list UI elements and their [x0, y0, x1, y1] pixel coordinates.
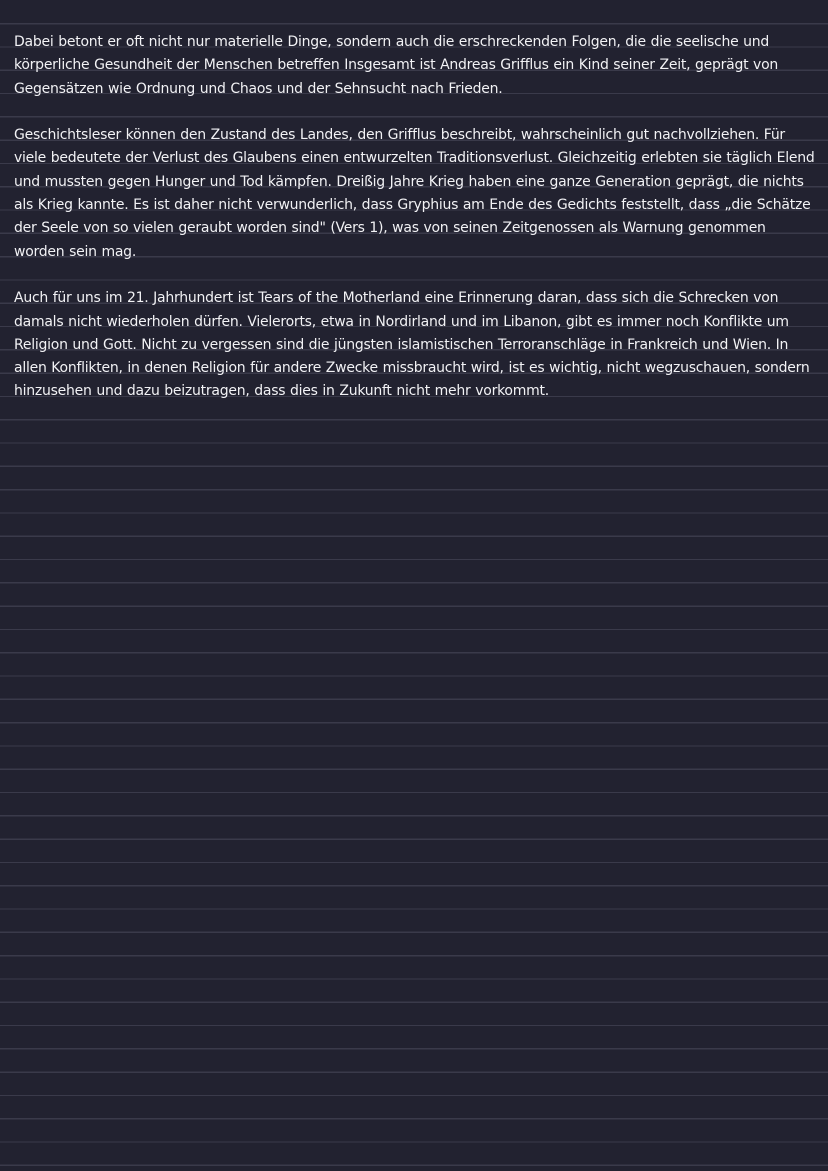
paragraph-2: Geschichtsleser können den Zustand des Landes, den Grifflus beschreibt, wahrscheinlich gut nachvollziehen. Für viele bedeutete der Verlust des Glaubens einen entwurzelten Traditionsverlust. Gleichzeitig erlebten sie täglich Elend und mussten gegen Hunger und Tod kämpfen. Dreißig Jahre Krieg haben eine ganze Generation geprägt, die nichts als Krieg kannte. Es ist daher nicht verwunderlich, dass Gryphius am Ende des Gedichts feststellt, dass „die Schätze der Seele von so vielen geraubt worden sind" (Vers 1), was von seinen Zeitgenossen als Warnung genommen worden sein mag.	[14, 127, 815, 260]
paragraph-1: Dabei betont er oft nicht nur materielle Dinge, sondern auch die erschreckenden Folgen, die die seelische und körperliche Gesundheit der Menschen betreffen Insgesamt ist Andreas Grifflus ein Kind seiner Zeit, geprägt von Gegensätzen wie Ordnung und Chaos und der Sehnsucht nach Frieden.	[14, 34, 779, 97]
paragraph-3: Auch für uns im 21. Jahrhundert ist Tears of the Motherland eine Erinnerung daran, dass sich die Schrecken von damals nicht wiederholen dürfen. Vielerorts, etwa in Nordirland und im Libanon, gibt es immer noch Konflikte um Religion und Gott. Nicht zu vergessen sind die jüngsten islamistischen Terroranschläge in Frankreich und Wien. In allen Konflikten, in denen Religion für andere Zwecke missbraucht wird, ist es wichtig, nicht wegzuschauen, sondern hinzusehen und dazu beizutragen, dass dies in Zukunft nicht mehr vorkommt.	[14, 290, 810, 400]
document-body	[14, 31, 816, 427]
